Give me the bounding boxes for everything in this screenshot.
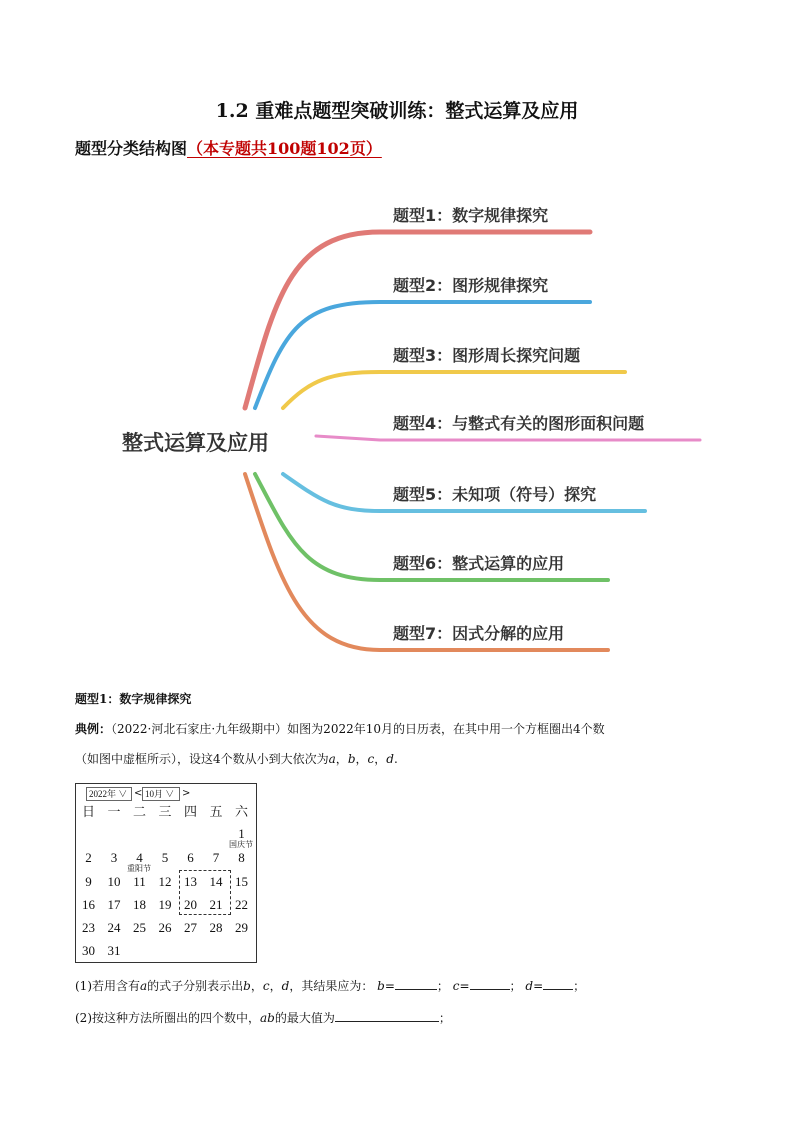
calendar-day: 4 [136,850,143,865]
q1-var-b: b [243,979,251,993]
month-select-value: 10月 [145,789,164,799]
weekday-header: 三 [158,805,172,820]
weekday-header: 六 [234,805,248,820]
calendar-day: 1 [238,826,245,841]
calendar-day: 6 [187,850,194,865]
mindmap-branch-4 [316,414,700,440]
answer-d-blank[interactable] [543,977,573,990]
eq: = [384,979,395,993]
q2-suffix: 的最大值为 [274,1011,335,1025]
structure-note: （本专题共100题102页） [187,139,382,158]
answer-c-blank[interactable] [470,977,510,990]
calendar-day: 25 [133,920,146,935]
chevron-down-icon: ∨ [118,789,128,799]
answer-b-blank[interactable] [395,977,437,990]
calendar-day: 13 [184,874,197,889]
q2-var-ab: ab [260,1011,275,1025]
q1-mid: 的式子分别表示出 [147,979,244,993]
section-title: 题型1：数字规律探究 [75,692,192,706]
semi: ； [436,979,449,993]
calendar-day: 5 [161,850,169,865]
calendar-day: 14 [209,874,223,889]
calendar-day: 20 [184,897,197,912]
eq: = [459,979,470,993]
calendar-day: 26 [158,920,172,935]
mindmap-center: 整式运算及应用 [122,431,269,455]
branch-4-label: 题型4：与整式有关的图形面积问题 [393,414,645,433]
example-text: （2022·河北石家庄·九年级期中）如图为2022年10月的日历表，在其中用一个方框圈出4个数 [111,722,605,736]
eq: = [533,979,544,993]
holiday-note: 国庆节 [229,840,253,849]
q1-answer-c-var: c [452,979,460,993]
q1-var-a: a [140,979,148,993]
weekday-header: 二 [132,805,146,820]
var-a: a [328,752,336,766]
calendar-day: 21 [209,897,223,912]
q2-prefix: (2)按这种方法所圈出的四个数中， [75,1011,260,1025]
question-1 [75,977,725,993]
period: . [393,752,398,766]
calendar-day: 2 [85,850,92,865]
calendar-day: 9 [85,874,92,889]
calendar-day: 30 [82,943,95,958]
branch-5-label: 题型5：未知项（符号）探究 [393,485,597,504]
calendar-day: 8 [238,850,245,865]
weekday-header: 日 [81,805,95,820]
calendar-day: 10 [107,874,121,889]
mindmap-branch-3 [283,346,625,408]
weekday-header: 一 [107,805,121,820]
calendar-day: 3 [110,850,118,865]
holiday-note: 重阳节 [127,864,151,873]
sep: ， [269,979,282,993]
mind-map [0,180,794,680]
sep: ， [250,979,263,993]
example-label: 典例： [75,722,112,736]
calendar-day: 17 [107,897,121,912]
calendar-day: 12 [158,874,172,889]
mindmap-branch-1 [245,206,590,408]
branch-4-line [316,436,700,440]
calendar-day: 29 [235,920,248,935]
sep: ， [355,752,368,766]
semi: ； [509,979,522,993]
prev-month-icon[interactable]: < [134,788,143,799]
calendar-day: 11 [133,874,146,889]
example-line-1 [75,722,725,736]
calendar-day: 31 [107,943,121,958]
year-select[interactable] [86,787,132,801]
structure-heading [75,136,382,159]
calendar-day: 7 [212,850,220,865]
sep: ， [374,752,387,766]
dashed-selection-box [179,870,231,915]
branch-1-label: 题型1：数字规律探究 [393,206,549,225]
month-select[interactable] [142,787,180,801]
calendar [75,783,257,963]
calendar-day: 18 [133,897,146,912]
branch-3-line [283,372,625,408]
mindmap-branch-5 [283,474,645,511]
branch-1-line [245,232,590,408]
calendar-day: 19 [158,897,172,912]
example-line-2 [75,752,725,766]
page-title: 1.2 重难点题型突破训练：整式运算及应用 [215,100,579,122]
weekday-header: 五 [209,805,223,820]
q1-mid2: ，其结果应为： [289,979,374,993]
example-line2-prefix: （如图中虚框所示），设这4个数从小到大依次为 [75,752,329,766]
q1-answer-b-var: b [377,979,385,993]
var-c: c [367,752,375,766]
q1-prefix: (1)若用含有 [75,979,140,993]
weekday-header: 四 [183,805,197,820]
calendar-day: 15 [235,874,248,889]
next-month-icon[interactable]: > [182,788,191,799]
chevron-down-icon: ∨ [165,789,175,799]
calendar-day: 23 [82,920,95,935]
question-2 [75,1009,725,1025]
sep: ， [335,752,348,766]
calendar-day: 22 [235,897,248,912]
branch-2-label: 题型2：图形规律探究 [393,276,549,295]
q1-var-c: c [262,979,270,993]
calendar-day: 24 [107,920,121,935]
answer-max-blank[interactable] [335,1009,439,1022]
year-select-value: 2022年 [89,789,117,799]
structure-label: 题型分类结构图 [75,139,188,158]
branch-6-label: 题型6：整式运算的应用 [393,554,565,573]
semi: ； [573,979,586,993]
calendar-day: 28 [209,920,223,935]
branch-3-label: 题型3：图形周长探究问题 [393,346,581,365]
var-b: b [347,752,356,766]
var-d: d [386,752,394,766]
branch-7-label: 题型7：因式分解的应用 [393,624,565,643]
q1-answer-d-var: d [525,979,534,993]
q1-var-d: d [281,979,290,993]
calendar-day: 16 [82,897,95,912]
calendar-day: 27 [184,920,197,935]
semi: ； [438,1011,451,1025]
